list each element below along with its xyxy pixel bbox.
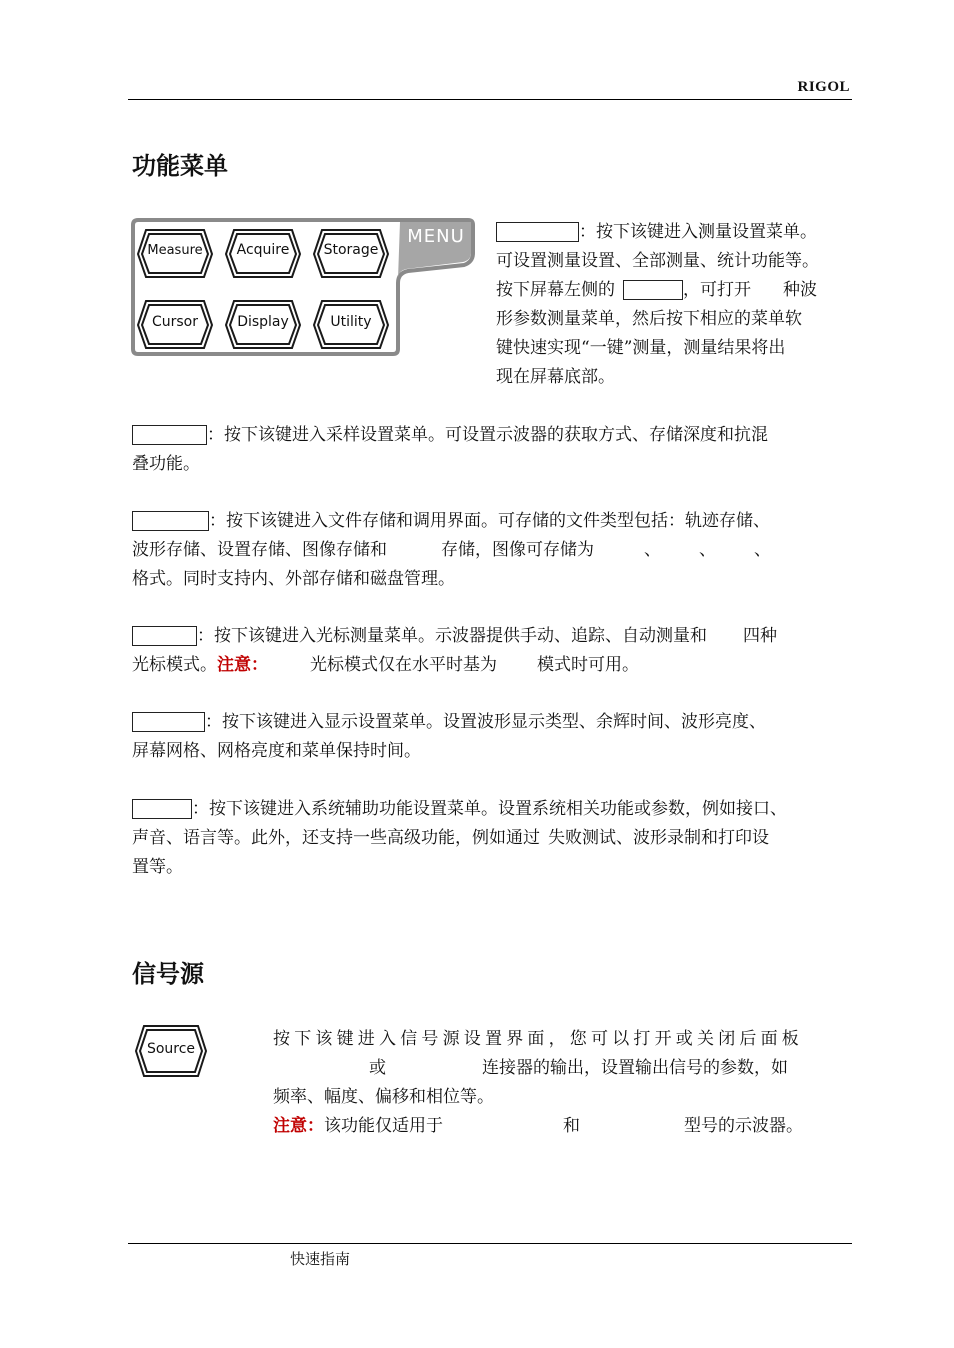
header-rule <box>128 99 852 100</box>
footer-rule <box>128 1243 852 1244</box>
measure-line-6: 现在屏幕底部。 <box>496 367 615 387</box>
utility-line-3: 置等。 <box>132 857 183 877</box>
measure-line-4: 形参数测量菜单，然后按下相应的菜单软 <box>496 309 802 329</box>
storage-line-2: 波形存储、设置存储、图像存储和 存储，图像可存储为 、 、 、 <box>132 540 771 560</box>
utility-description <box>132 795 852 882</box>
footer-title: 快速指南 <box>290 1250 351 1268</box>
menu-key-panel <box>130 217 476 358</box>
source-note-label: 注意： <box>273 1116 324 1136</box>
storage-key[interactable]: Storage <box>323 242 379 258</box>
measure-line-2: 可设置测量设置、全部测量、统计功能等。 <box>496 251 819 271</box>
utility-key[interactable]: Utility <box>330 314 372 330</box>
brand-logo-text: RIGOL <box>797 79 850 95</box>
source-key[interactable] <box>134 1023 208 1079</box>
storage-line-3: 格式。同时支持内、外部存储和磁盘管理。 <box>132 569 455 589</box>
measure-line-5: 键快速实现“一键”测量，测量结果将出 <box>496 338 786 358</box>
display-key-ref <box>132 712 205 732</box>
measure-line-1: ：按下该键进入测量设置菜单。 <box>496 218 852 247</box>
acquire-line-2: 叠功能。 <box>132 454 200 474</box>
storage-description <box>132 507 852 594</box>
cursor-line-1: ：按下该键进入光标测量菜单。示波器提供手动、追踪、自动测量和 四种 <box>132 622 852 651</box>
section-title-source: 信号源 <box>132 960 204 988</box>
cursor-line-2: 光标模式。注意： 光标模式仅在水平时基为 模式时可用。 <box>132 655 639 675</box>
section-title-menu: 功能菜单 <box>132 152 228 180</box>
source-line-3: 频率、幅度、偏移和相位等。 <box>273 1087 494 1107</box>
measure-line-3: 按下屏幕左侧的 ，可打开 种波 <box>496 280 817 300</box>
source-description <box>273 1025 853 1141</box>
acquire-line-1: ：按下该键进入采样设置菜单。可设置示波器的获取方式、存储深度和抗混 <box>132 421 852 450</box>
cursor-key-ref <box>132 626 197 646</box>
source-key-label: Source <box>146 1041 196 1057</box>
acquire-description <box>132 421 852 479</box>
source-line-4: 注意：该功能仅适用于 和 型号的示波器。 <box>273 1116 803 1136</box>
storage-key-ref <box>132 511 209 531</box>
utility-key-ref <box>132 799 192 819</box>
softkey-ref <box>623 280 683 300</box>
measure-key[interactable]: Measure <box>147 243 203 258</box>
display-key[interactable]: Display <box>237 314 289 330</box>
measure-description <box>496 218 852 392</box>
storage-line-1: ：按下该键进入文件存储和调用界面。可存储的文件类型包括：轨迹存储、 <box>132 507 852 536</box>
measure-key-ref <box>496 222 579 242</box>
source-line-1: 按下该键进入信号源设置界面，您可以打开或关闭后面板 <box>273 1029 803 1049</box>
display-line-1: ：按下该键进入显示设置菜单。设置波形显示类型、余辉时间、波形亮度、 <box>132 708 852 737</box>
source-line-2: 或 连接器的输出，设置输出信号的参数，如 <box>369 1058 788 1078</box>
utility-line-2: 声音、语言等。此外，还支持一些高级功能，例如通过 失败测试、波形录制和打印设 <box>132 828 769 848</box>
cursor-note-label: 注意： <box>217 655 268 675</box>
acquire-key[interactable]: Acquire <box>236 242 290 258</box>
display-description <box>132 708 852 766</box>
cursor-key[interactable]: Cursor <box>151 314 199 330</box>
utility-line-1: ：按下该键进入系统辅助功能设置菜单。设置系统相关功能或参数，例如接口、 <box>132 795 852 824</box>
acquire-key-ref <box>132 425 207 445</box>
display-line-2: 屏幕网格、网格亮度和菜单保持时间。 <box>132 741 421 761</box>
cursor-description <box>132 622 852 680</box>
menu-label: MENU <box>407 226 465 247</box>
